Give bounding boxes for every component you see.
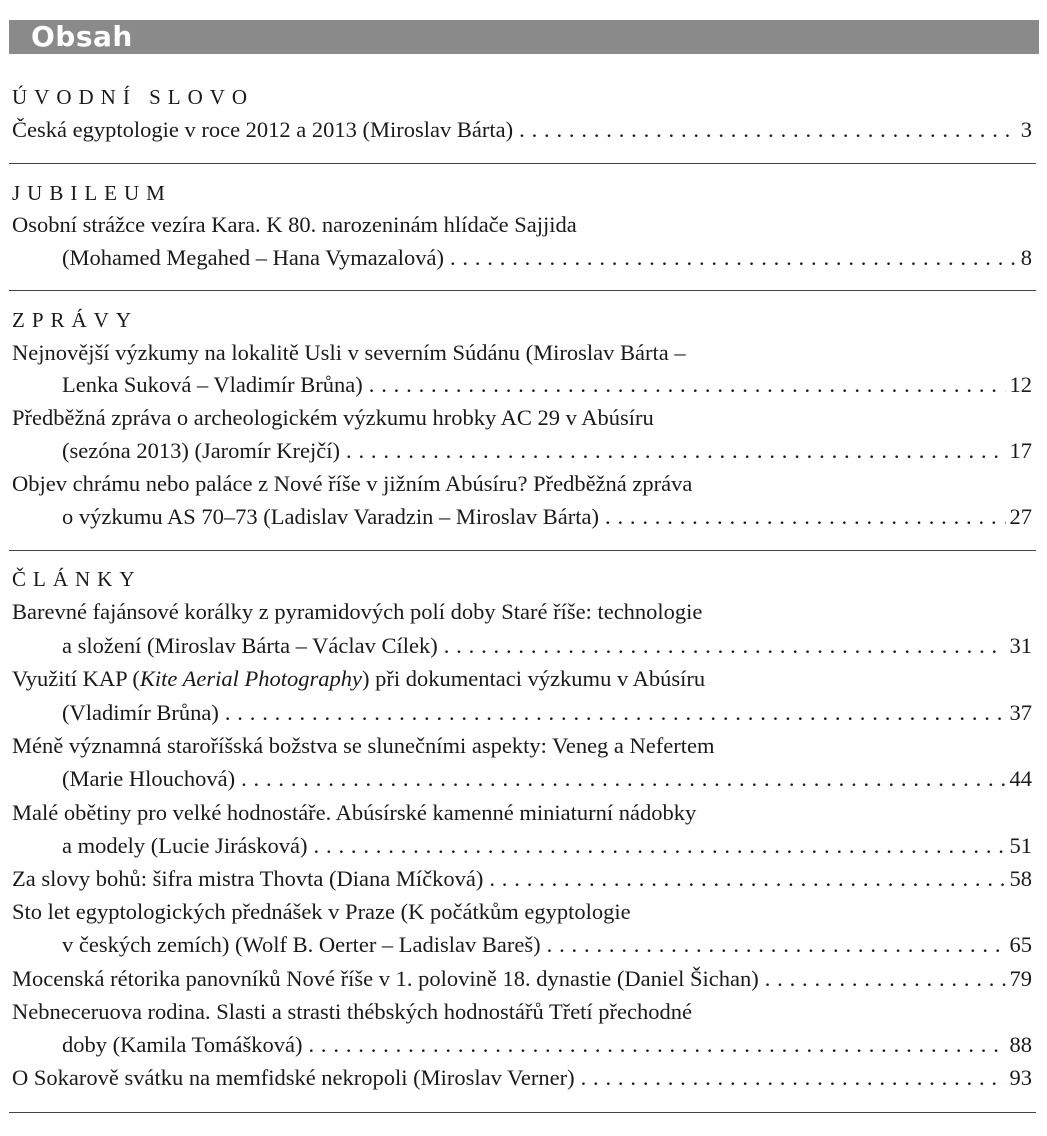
toc-entry[interactable] xyxy=(12,863,1032,895)
leader-dots xyxy=(759,963,1006,995)
toc-entry[interactable] xyxy=(12,963,1032,995)
toc-entry[interactable] xyxy=(62,929,1032,961)
toc-entry[interactable] xyxy=(12,114,1032,146)
entry-title: Lenka Suková – Vladimír Brůna) xyxy=(62,372,363,397)
section-divider xyxy=(9,550,1036,551)
leader-dots xyxy=(513,114,1017,146)
toc-entry[interactable] xyxy=(12,1062,1032,1094)
leader-dots xyxy=(235,763,1005,795)
leader-dots xyxy=(483,863,1005,895)
entry-title: o výzkumu AS 70–73 (Ladislav Varadzin – Miroslav Bárta) xyxy=(62,504,599,529)
entry-title: v českých zemích) (Wolf B. Oerter – Ladislav Bareš) xyxy=(62,932,541,957)
entry-title: (Marie Hlouchová) xyxy=(62,766,236,791)
page-number: 93 xyxy=(1009,1065,1032,1090)
toc-entry[interactable] xyxy=(62,697,1032,729)
page-number: 37 xyxy=(1009,700,1032,725)
page-number: 51 xyxy=(1009,833,1032,858)
entry-title-line[interactable]: Osobní strážce vezíra Kara. K 80. narozeninám hlídače Sajjida xyxy=(12,212,577,237)
leader-dots xyxy=(363,369,1006,401)
header-bar xyxy=(9,20,1039,54)
page-number: 3 xyxy=(1020,117,1032,142)
page-number: 8 xyxy=(1020,245,1032,270)
page-number: 31 xyxy=(1009,633,1032,658)
leader-dots xyxy=(302,1029,1005,1061)
entry-title-line[interactable]: Méně významná staroříšská božstva se slunečními aspekty: Veneg a Nefertem xyxy=(12,733,715,758)
page-number: 88 xyxy=(1009,1032,1032,1057)
leader-dots xyxy=(340,435,1005,467)
section-title-clanky: ČLÁNKY xyxy=(12,567,142,591)
entry-title: Česká egyptologie v roce 2012 a 2013 (Miroslav Bárta) xyxy=(12,117,514,142)
toc-entry[interactable] xyxy=(62,435,1032,467)
leader-dots xyxy=(219,697,1006,729)
toc-entry[interactable] xyxy=(62,630,1032,662)
entry-title-line[interactable]: Malé obětiny pro velké hodnostáře. Abúsírské kamenné miniaturní nádobky xyxy=(12,800,697,825)
page-number: 27 xyxy=(1009,504,1032,529)
entry-title: O Sokarově svátku na memfidské nekropoli (Miroslav Verner) xyxy=(12,1065,575,1090)
entry-title-line[interactable] xyxy=(12,663,1032,695)
toc-entry[interactable] xyxy=(62,830,1032,862)
toc-entry[interactable] xyxy=(62,1029,1032,1061)
section-title-jubileum: JUBILEUM xyxy=(12,181,172,205)
toc-entry[interactable] xyxy=(62,763,1032,795)
entry-title-line[interactable]: Sto let egyptologických přednášek v Praze (K počátkům egyptologie xyxy=(12,899,631,924)
toc-entry[interactable] xyxy=(62,501,1032,533)
entry-title: Mocenská rétorika panovníků Nové říše v 1. polovině 18. dynastie (Daniel Šichan) xyxy=(12,966,759,991)
entry-title-line[interactable]: Předběžná zpráva o archeologickém výzkumu hrobky AC 29 v Abúsíru xyxy=(12,405,654,430)
leader-dots xyxy=(444,242,1017,274)
section-divider xyxy=(9,163,1036,164)
entry-title: (Vladimír Brůna) xyxy=(62,700,219,725)
entry-title: (Mohamed Megahed – Hana Vymazalová) xyxy=(62,245,444,270)
page-number: 58 xyxy=(1009,866,1032,891)
entry-title-post: ) při dokumentaci výzkumu v Abúsíru xyxy=(362,666,706,691)
page-number: 17 xyxy=(1009,438,1032,463)
section-title-zpravy: ZPRÁVY xyxy=(12,308,139,332)
page-title: Obsah xyxy=(31,20,133,53)
entry-title-line[interactable]: Objev chrámu nebo paláce z Nové říše v jižním Abúsíru? Předběžná zpráva xyxy=(12,471,693,496)
entry-title: a složení (Miroslav Bárta – Václav Cílek) xyxy=(62,633,438,658)
entry-title: (sezóna 2013) (Jaromír Krejčí) xyxy=(62,438,341,463)
leader-dots xyxy=(599,501,1006,533)
leader-dots xyxy=(541,929,1006,961)
entry-title-italic: Kite Aerial Photography xyxy=(139,666,362,691)
leader-dots xyxy=(575,1062,1006,1094)
toc-entry[interactable] xyxy=(62,242,1032,274)
entry-title-pre: Využití KAP ( xyxy=(12,666,140,691)
leader-dots xyxy=(308,830,1006,862)
page-number: 12 xyxy=(1009,372,1032,397)
leader-dots xyxy=(438,630,1006,662)
section-title-uvodni-slovo: ÚVODNÍ SLOVO xyxy=(12,85,255,109)
page-number: 79 xyxy=(1009,966,1032,991)
section-divider xyxy=(9,1112,1036,1113)
entry-title-line[interactable]: Nebneceruova rodina. Slasti a strasti thébských hodnostářů Třetí přechodné xyxy=(12,999,693,1024)
toc-entry[interactable] xyxy=(62,369,1032,401)
entry-title-line[interactable]: Barevné fajánsové korálky z pyramidových polí doby Staré říše: technologie xyxy=(12,599,703,624)
entry-title: Za slovy bohů: šifra mistra Thovta (Diana Míčková) xyxy=(12,866,484,891)
entry-title: a modely (Lucie Jirásková) xyxy=(62,833,308,858)
entry-title-line[interactable]: Nejnovější výzkumy na lokalitě Usli v severním Súdánu (Miroslav Bárta – xyxy=(12,340,686,365)
page-number: 65 xyxy=(1009,932,1032,957)
page-number: 44 xyxy=(1009,766,1032,791)
entry-title: doby (Kamila Tomášková) xyxy=(62,1032,303,1057)
section-divider xyxy=(9,290,1036,291)
